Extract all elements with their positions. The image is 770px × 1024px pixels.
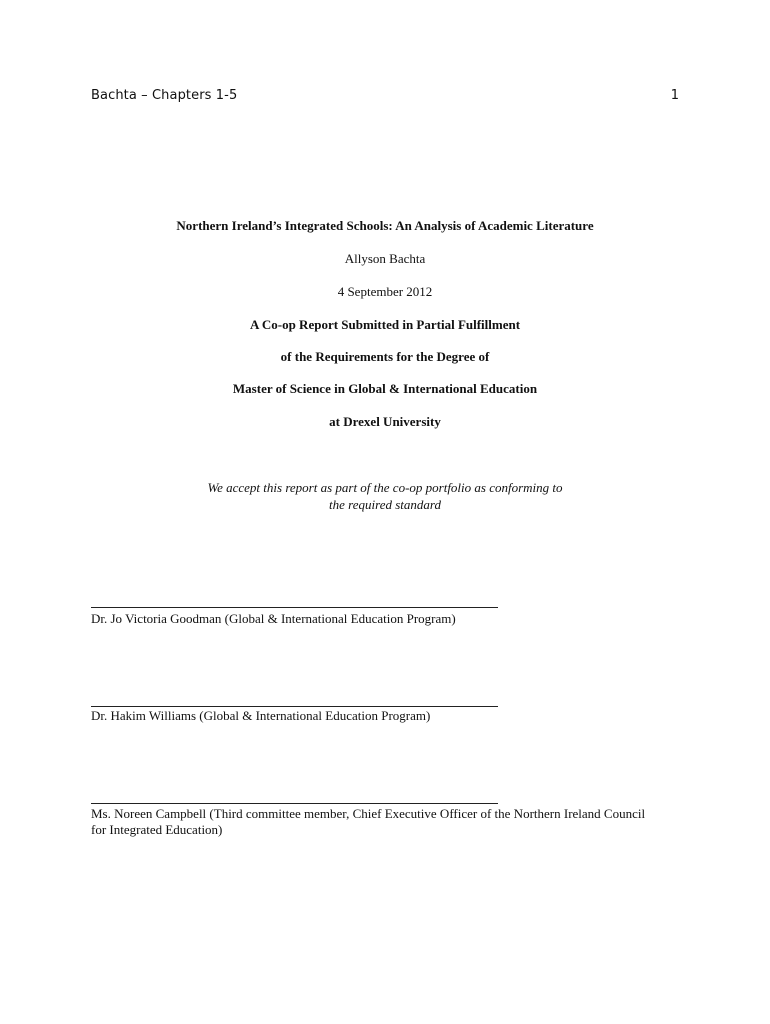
- running-head: Bachta – Chapters 1-5: [91, 88, 238, 103]
- submission-line-2: of the Requirements for the Degree of: [280, 349, 490, 364]
- page-number: 1: [670, 88, 679, 103]
- report-title: Northern Ireland’s Integrated Schools: An Analysis of Academic Literature: [176, 218, 594, 233]
- acceptance-statement: [0, 479, 770, 513]
- submission-line-3: Master of Science in Global & International Education: [232, 381, 538, 396]
- submission-line-4: at Drexel University: [329, 414, 441, 429]
- acceptance-line-1: We accept this report as part of the co-op portfolio as conforming to: [207, 480, 563, 495]
- submission-line-1: A Co-op Report Submitted in Partial Fulfillment: [249, 317, 521, 332]
- signatory-name-2: Dr. Hakim Williams (Global & International Education Program): [91, 708, 431, 723]
- signatory-name-3: Ms. Noreen Campbell (Third committee member, Chief Executive Officer of the Northern Ireland Council for Integrated Education): [91, 806, 646, 837]
- signature-line-2: [91, 706, 498, 707]
- acceptance-line-2: the required standard: [329, 497, 441, 512]
- signatory-name-1: Dr. Jo Victoria Goodman (Global & International Education Program): [91, 611, 456, 626]
- report-date: 4 September 2012: [337, 284, 433, 299]
- signature-line-3: [91, 803, 498, 804]
- signature-line-1: [91, 607, 498, 608]
- author-name: Allyson Bachta: [344, 251, 426, 266]
